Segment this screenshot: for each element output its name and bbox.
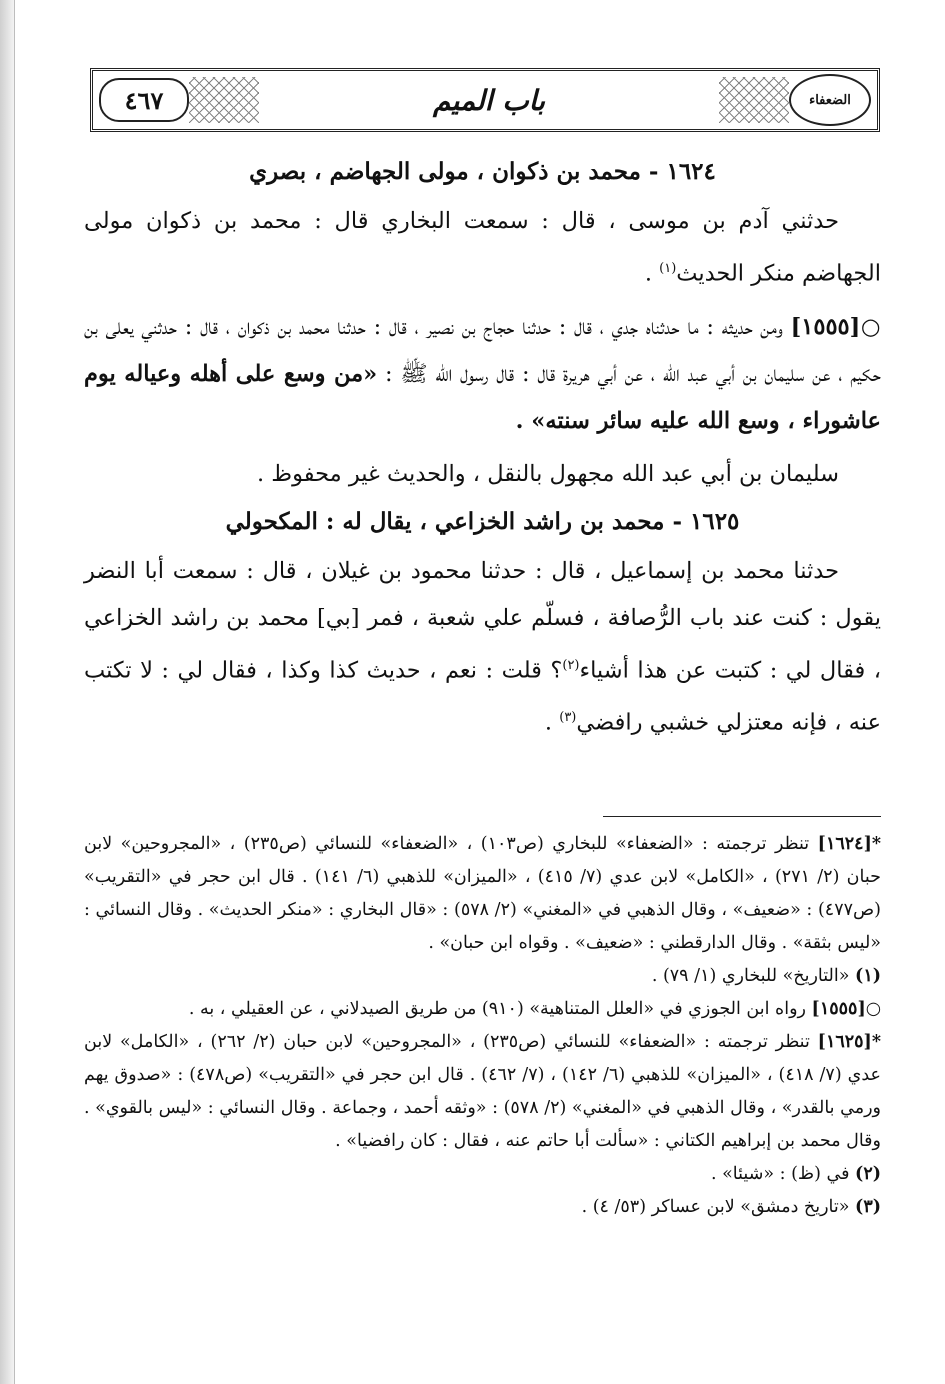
paragraph-text: حدثنا محمد بن إسماعيل ، قال : حدثنا محمود بن غيلان ، قال : سمعت أبا النضر يقول : كنت عند باب الرُّصافة ، فسلّم علي شعبة ، فمر [بي] محمد بن راشد الخزاعي ، فقال لي : كتبت عن هذا أشياء bbox=[84, 557, 881, 683]
entry-paragraph: حدثني آدم بن موسى ، قال : سمعت البخاري قال : محمد بن ذكوان مولى الجهاضم منكر الحديث$^{(١)}$ . bbox=[84, 208, 881, 287]
footnote-text: رواه ابن الجوزي في «العلل المتناهية» (٩١٠) من طريق الصيدلاني ، عن العقيلي ، به . bbox=[188, 999, 806, 1019]
footnote-lead: *[١٦٢٥] bbox=[817, 1032, 881, 1052]
chapter-title: باب الميم bbox=[432, 83, 545, 117]
footnote bbox=[84, 1191, 881, 1224]
footnote-lead: (٢) bbox=[855, 1164, 881, 1184]
page-edge bbox=[0, 0, 15, 1384]
hadith-paragraph bbox=[84, 304, 881, 445]
footnote-ref: (٢) bbox=[562, 657, 580, 673]
entry-paragraph: حدثنا محمد بن إسماعيل ، قال : حدثنا محمود بن غيلان ، قال : سمعت أبا النضر يقول : كنت عند باب الرُّصافة ، فسلّم علي شعبة ، فمر [بي] محمد بن راشد الخزاعي ، فقال لي : كتبت عن هذا أشياء$^{(٢)}$؟ قلت : نعم ، حديث كذا وكذا ، فقال لي : لا تكتب عنه ، فإنه معتزلي خشبي رافضي$^{(٣)}$ . bbox=[84, 557, 881, 736]
footnote-text: تنظر ترجمته : «الضعفاء» للنسائي (ص٢٣٥) ، «المجروحين» لابن حبان (٢/ ٢٦٢) ، «الكامل» لابن عدي (٧/ ٤١٨) ، «الميزان» للذهبي (٦/ ١٤٢) ، (٧/ ٤٦٢) . قال ابن حجر في «التقريب» (ص٤٧٨) : «صدوق يهم ورمي بالقدر» ، وقال الذهبي في «المغني» (٢/ ٥٧٨) : «وثقه أحمد ، وجماعة . وقال النسائي : «ليس بالقوي» . وقال محمد بن إبراهيم الكتاني : «سألت أبا حاتم عنه ، فقال : كان رافضيا» . bbox=[84, 1032, 881, 1151]
entry-paragraph: سليمان بن أبي عبد الله مجهول بالنقل ، والحديث غير محفوظ . bbox=[257, 460, 839, 487]
page-header bbox=[90, 68, 880, 132]
hadith-chain: ومن حديثه : ما حدثناه جدي ، قال : حدثنا حجاج بن نصير ، قال : حدثنا محمد بن ذكوان ، قال : حدثني يعلى بن حكيم ، عن سليمان بن أبي عبد الله ، عن أبي هريرة قال : قال رسول الله ﷺ : bbox=[84, 313, 881, 387]
footnote bbox=[84, 828, 881, 960]
footnote bbox=[84, 960, 881, 993]
footnote-lead: (١) bbox=[855, 966, 881, 986]
footnote bbox=[84, 1026, 881, 1158]
footnote-text: «تاريخ دمشق» لابن عساكر (٥٣/ ٤) . bbox=[581, 1197, 850, 1217]
entry-heading-1624: ١٦٢٤ - محمد بن ذكوان ، مولى الجهاضم ، بصري bbox=[249, 158, 716, 185]
hadith-text: «من وسع على أهله وعياله يوم عاشوراء ، وسع الله عليه سائر سنته» . bbox=[84, 360, 881, 434]
footnote bbox=[84, 993, 881, 1026]
main-text bbox=[84, 148, 881, 753]
ornament-left bbox=[189, 77, 259, 123]
paragraph-text: حدثني آدم بن موسى ، قال : سمعت البخاري قال : محمد بن ذكوان مولى الجهاضم منكر الحديث bbox=[84, 208, 881, 287]
ornament-right bbox=[719, 77, 789, 123]
footnote-text: «التاريخ» للبخاري (١/ ٧٩) . bbox=[651, 966, 850, 986]
footnote-lead: (٣) bbox=[855, 1197, 881, 1217]
footnote-text: في (ظ) : «شيئا» . bbox=[710, 1164, 850, 1184]
footnote-ref: (١) bbox=[659, 261, 677, 276]
book-emblem: الضعفاء bbox=[789, 74, 871, 126]
footnote bbox=[84, 1158, 881, 1191]
footnote-lead: ○[١٥٥٥] bbox=[811, 999, 881, 1019]
entry-heading-1625: ١٦٢٥ - محمد بن راشد الخزاعي ، يقال له : المكحولي bbox=[225, 507, 740, 535]
paragraph-text: ؟ قلت : نعم ، حديث كذا وكذا ، فقال لي : لا تكتب عنه ، فإنه معتزلي خشبي رافضي bbox=[84, 657, 881, 736]
footnote-text: تنظر ترجمته : «الضعفاء» للبخاري (ص١٠٣) ، «الضعفاء» للنسائي (ص٢٣٥) ، «المجروحين» لابن حبان (٢/ ٢٧١) ، «الكامل» لابن عدي (٧/ ٤١٥) ، «الميزان» للذهبي (٦/ ١٤١) . قال ابن حجر في «التقريب» (ص٤٧٧) : «ضعيف» ، وقال الذهبي في «المغني» (٢/ ٥٧٨) : «قال البخاري : «منكر الحديث» . وقال النسائي : «ليس بثقة» . وقال الدارقطني : «ضعيف» . وقواه ابن حبان» . bbox=[84, 834, 881, 953]
footnote-lead: *[١٦٢٤] bbox=[817, 834, 881, 854]
page-number: ٤٦٧ bbox=[99, 78, 189, 122]
footnote-divider bbox=[603, 816, 881, 817]
hadith-marker: ○[١٥٥٥] bbox=[790, 313, 882, 340]
footnotes bbox=[84, 828, 881, 1224]
footnote-ref: (٣) bbox=[559, 710, 577, 725]
